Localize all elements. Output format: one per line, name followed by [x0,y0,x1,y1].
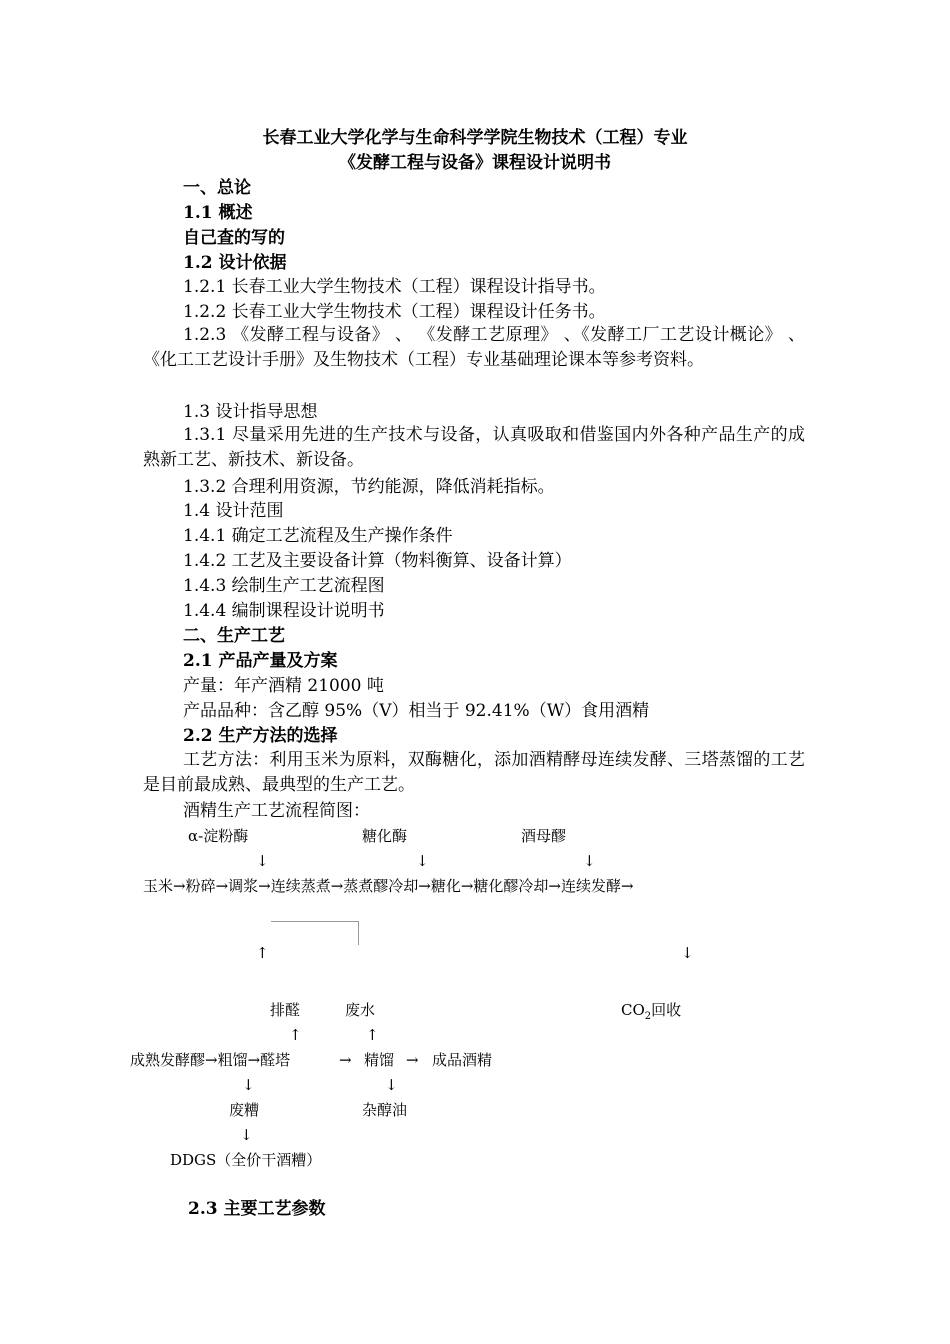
flow-co2-recovery: $CO_2$回收 [621,1001,682,1022]
flow-arrow-up-2: ↑ [289,1026,302,1044]
flow-arrow-down-1: ↓ [256,852,269,870]
section-2-heading: 二、生产工艺 [183,626,285,646]
heading-2-2: 2.2 生产方法的选择 [183,726,338,746]
flow-arrow-right-2: → [406,1051,419,1069]
paragraph-1-4-1: 1.4.1 确定工艺流程及生产操作条件 [183,526,453,546]
flow-arrow-up-3: ↑ [366,1026,379,1044]
paragraph-2-2-1: 工艺方法：利用玉米为原料，双酶糖化，添加酒精酵母连续发酵、三塔蒸馏的工艺是目前最成熟、最典型的生产工艺。 [143,750,805,795]
paragraph-1-2-3: 1.2.3 《发酵工程与设备》 、 《发酵工艺原理》 、《发酵工厂工艺设计概论》 、《化工工艺设计手册》及生物技术（工程）专业基础理论课本等参考资料。 [143,325,805,370]
flow-ddgs: DDGS（全价干酒糟） [170,1151,322,1169]
heading-2-3: 2.3 主要工艺参数 [188,1199,326,1219]
paragraph-2-1-2: 产品品种：含乙醇 95%（V）相当于 92.41%（W）食用酒精 [183,701,650,721]
flow-waste-grain: 废糟 [229,1101,260,1119]
flow-line2-part1: 成熟发酵醪→粗馏→醛塔 [130,1051,291,1069]
paragraph-1-3-2: 1.3.2 合理利用资源，节约能源，降低消耗指标。 [183,477,555,497]
flow-final-alcohol: 成品酒精 [432,1051,493,1069]
document-subtitle: 《发酵工程与设备》课程设计说明书 [339,153,611,173]
flow-connector-horizontal [271,921,359,922]
flow-exhaust-aldehyde: 排醛 [270,1001,301,1019]
flow-enzyme-alpha-amylase: α-淀粉酶 [188,827,249,845]
flow-arrow-down-7: ↓ [240,1126,253,1144]
flow-main-line: 玉米→粉碎→调浆→连续蒸煮→蒸煮醪冷却→糖化→糖化醪冷却→连续发酵→ [143,877,634,895]
heading-1-4: 1.4 设计范围 [183,501,284,521]
paragraph-1-4-2: 1.4.2 工艺及主要设备计算（物料衡算、设备计算） [183,551,572,571]
heading-1-2: 1.2 设计依据 [183,253,287,273]
flow-arrow-up-1: ↑ [256,944,269,962]
flow-enzyme-glucoamylase: 糖化酶 [362,827,408,845]
document-title: 长春工业大学化学与生命科学学院生物技术（工程）专业 [262,128,688,148]
heading-1-1: 1.1 概述 [183,203,253,223]
section-1-heading: 一、总论 [183,178,251,198]
heading-1-3: 1.3 设计指导思想 [183,402,318,422]
paragraph-2-2-2: 酒精生产工艺流程简图： [183,801,370,821]
paragraph-2-1-1: 产量：年产酒精 21000 吨 [183,676,384,696]
flow-arrow-down-3: ↓ [583,852,596,870]
flow-yeast-mash: 酒母醪 [521,827,567,845]
flow-arrow-down-2: ↓ [416,852,429,870]
flow-connector-vertical [358,921,359,945]
flow-fusel-oil: 杂醇油 [362,1101,408,1119]
flow-arrow-right-1: → [339,1051,352,1069]
heading-2-1: 2.1 产品产量及方案 [183,651,338,671]
flow-arrow-down-5: ↓ [242,1076,255,1094]
flow-rectification: 精馏 [364,1051,395,1069]
paragraph-1-4-3: 1.4.3 绘制生产工艺流程图 [183,576,385,596]
paragraph-1-3-1: 1.3.1 尽量采用先进的生产技术与设备，认真吸取和借鉴国内外各种产品生产的成熟新工艺、新技术、新设备。 [143,425,805,470]
paragraph-1-4-4: 1.4.4 编制课程设计说明书 [183,601,385,621]
paragraph-1-2-1: 1.2.1 长春工业大学生物技术（工程）课程设计指导书。 [183,277,606,297]
flow-arrow-down-6: ↓ [385,1076,398,1094]
flow-arrow-down-4: ↓ [681,944,694,962]
paragraph-1-1: 自己查的写的 [183,228,285,248]
flow-wastewater: 废水 [345,1001,376,1019]
paragraph-1-2-2: 1.2.2 长春工业大学生物技术（工程）课程设计任务书。 [183,302,606,322]
